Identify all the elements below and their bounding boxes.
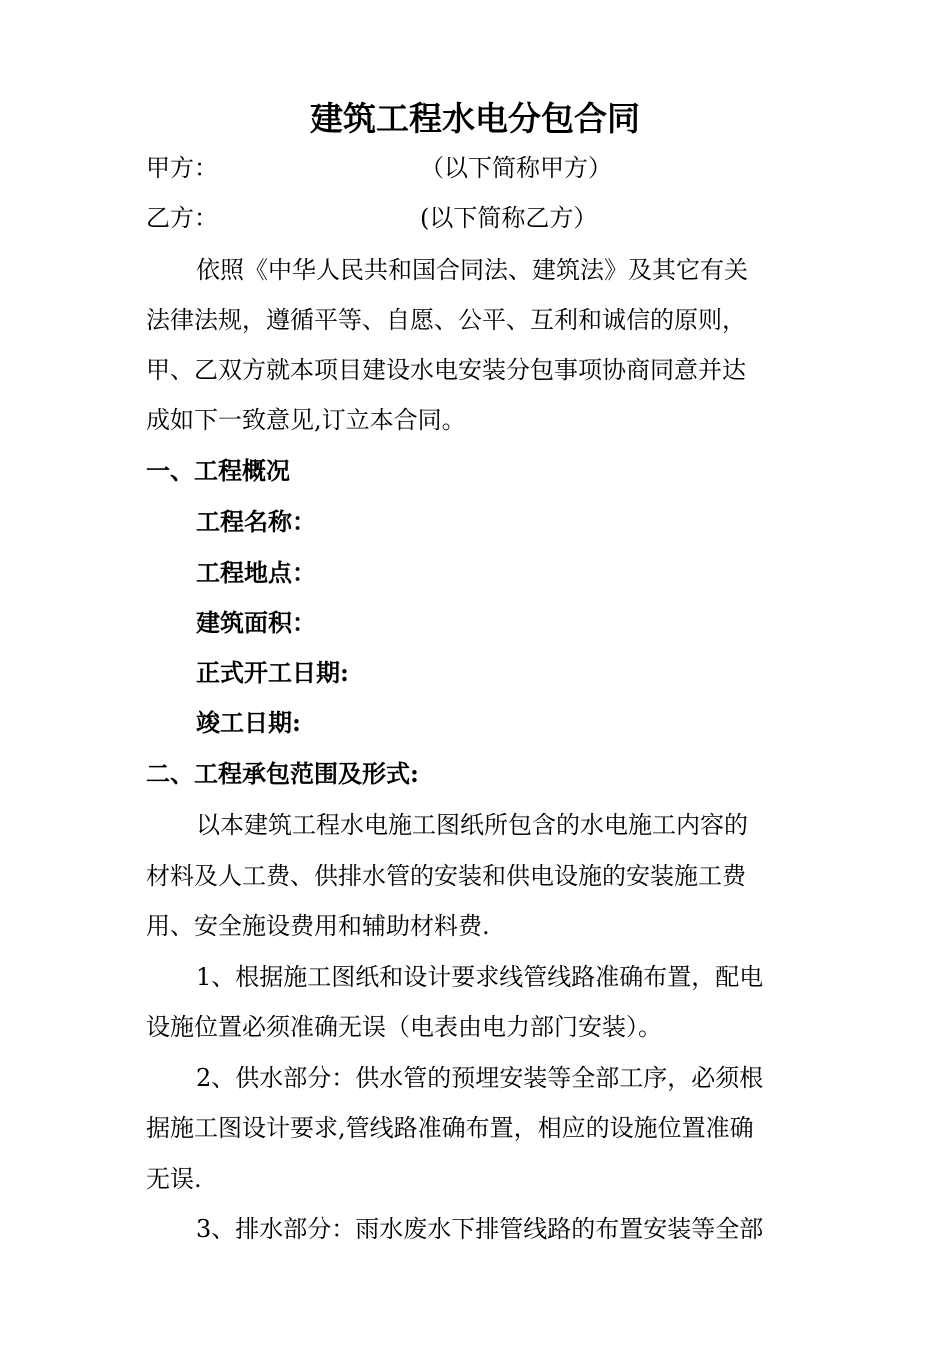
scope-line: 材料及人工费、供排水管的安装和供电设施的安装施工费 [146, 862, 746, 890]
field-project-location: 工程地点： [196, 558, 316, 587]
intro-line: 法律法规，遵循平等、自愿、公平、互利和诚信的原则， [146, 306, 746, 334]
field-completion-date: 竣工日期: [196, 708, 301, 737]
scope-line: 以本建筑工程水电施工图纸所包含的水电施工内容的 [196, 811, 748, 839]
item-2-line: 无误. [146, 1165, 202, 1193]
scope-line: 用、安全施设费用和辅助材料费. [146, 912, 490, 940]
item-1-line: 设施位置必须准确无误（电表由电力部门安装）。 [146, 1013, 662, 1041]
intro-line: 甲、乙双方就本项目建设水电安装分包事项协商同意并达 [146, 356, 746, 384]
item-3-line: 3、排水部分：雨水废水下排管线路的布置安装等全部 [196, 1215, 764, 1243]
item-1-line: 1、根据施工图纸和设计要求线管线路准确布置，配电 [196, 963, 764, 991]
section-heading-1: 一、工程概况 [146, 456, 290, 485]
party-b-row [146, 203, 816, 233]
intro-line: 成如下一致意见,订立本合同。 [146, 406, 466, 434]
party-b-note: (以下简称乙方） [420, 204, 598, 232]
party-b-label: 乙方： [146, 204, 218, 232]
field-project-name: 工程名称： [196, 507, 316, 536]
section-heading-2: 二、工程承包范围及形式: [146, 759, 419, 788]
party-a-row [146, 153, 816, 183]
party-a-label: 甲方： [146, 154, 218, 182]
field-building-area: 建筑面积： [196, 608, 316, 637]
field-start-date: 正式开工日期: [196, 658, 349, 687]
contract-title: 建筑工程水电分包合同 [310, 99, 640, 138]
item-2-line: 2、供水部分：供水管的预埋安装等全部工序，必须根 [196, 1064, 764, 1092]
intro-line: 依照《中华人民共和国合同法、建筑法》及其它有关 [196, 256, 748, 284]
party-a-note: （以下简称甲方） [420, 154, 612, 182]
item-2-line: 据施工图设计要求,管线路准确布置，相应的设施位置准确 [146, 1114, 754, 1142]
